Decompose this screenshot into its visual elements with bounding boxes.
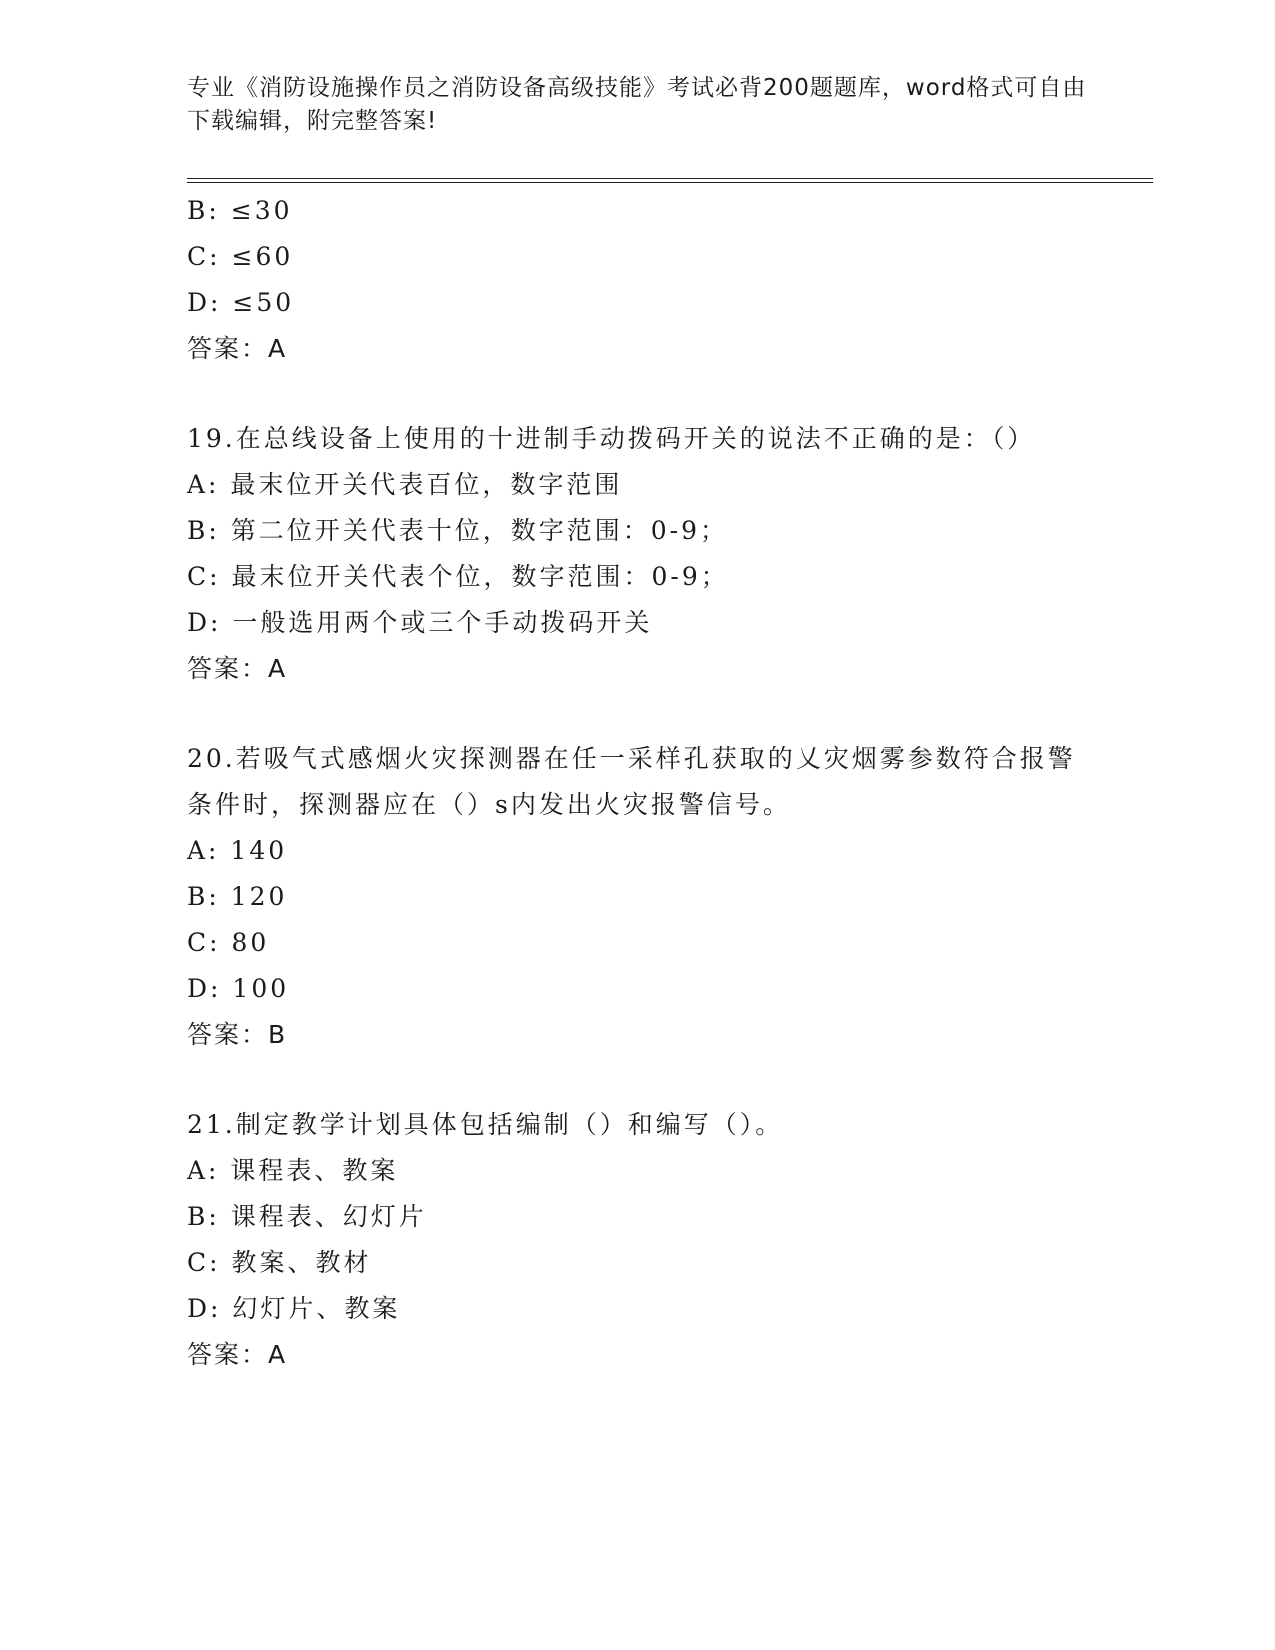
document-header: 专业《消防设施操作员之消防设备高级技能》考试必背200题题库，word格式可自由下载编辑，附完整答案!: [187, 75, 1087, 134]
option-a: A: 最末位开关代表百位，数字范围: [187, 470, 623, 499]
answer: 答案：A: [187, 654, 288, 683]
option-d: D: ≤50: [187, 288, 295, 317]
answer: 答案：A: [187, 334, 288, 363]
question-19: [187, 416, 1087, 692]
option-b: B: 第二位开关代表十位，数字范围：0-9；: [187, 516, 729, 545]
option-d: D: 幻灯片、教案: [187, 1294, 401, 1323]
question-18-remainder: [187, 188, 1087, 372]
answer: 答案：B: [187, 1020, 288, 1049]
option-d: D: 一般选用两个或三个手动拨码开关: [187, 608, 653, 637]
option-c: C: 最末位开关代表个位，数字范围：0-9；: [187, 562, 729, 591]
option-c: C: ≤60: [187, 242, 294, 271]
option-b: B: 课程表、幻灯片: [187, 1202, 427, 1231]
option-b: B: 120: [187, 882, 288, 911]
option-a: A: 课程表、教案: [187, 1156, 399, 1185]
option-c: C: 80: [187, 928, 270, 957]
option-a: A: 140: [187, 836, 288, 865]
answer: 答案：A: [187, 1340, 288, 1369]
question-21: [187, 1102, 1087, 1378]
option-c: C: 教案、教材: [187, 1248, 372, 1277]
question-20: [187, 736, 1087, 1058]
header-divider: [187, 178, 1153, 183]
question-list: [187, 188, 1087, 1378]
question-title: 19.在总线设备上使用的十进制手动拨码开关的说法不正确的是：（）: [187, 424, 1036, 453]
question-title: 20.若吸气式感烟火灾探测器在任一采样孔获取的乂灾烟雾参数符合报警条件时，探测器应在（）s内发出火灾报警信号。: [187, 744, 1076, 819]
option-d: D: 100: [187, 974, 290, 1003]
question-title: 21.制定教学计划具体包括编制（）和编写（）。: [187, 1110, 784, 1139]
option-b: B: ≤30: [187, 196, 293, 225]
